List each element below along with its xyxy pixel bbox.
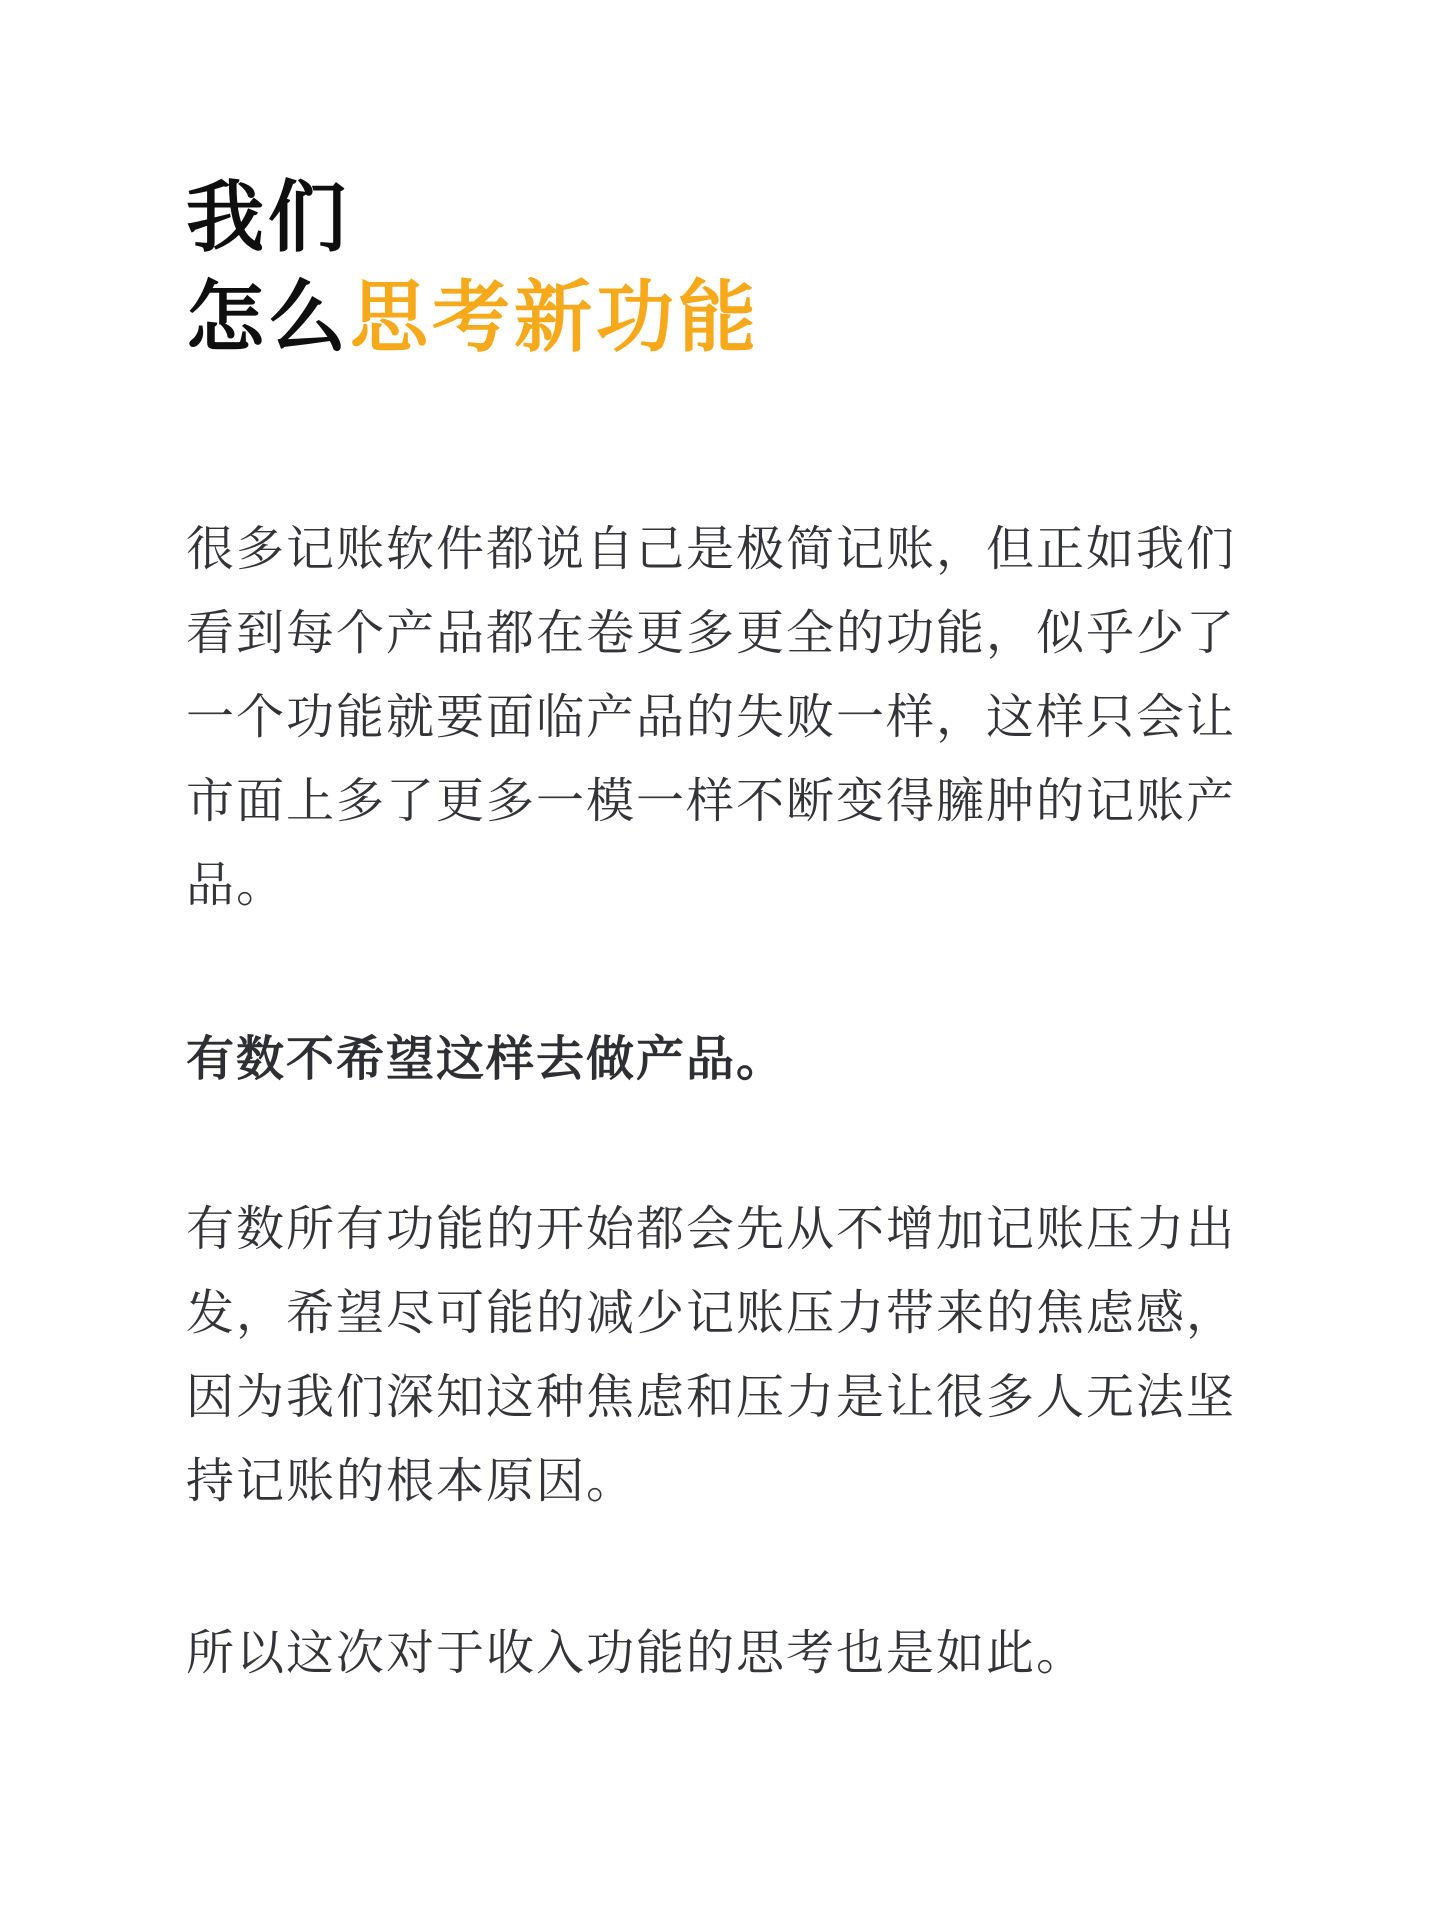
title-line-1: 我们 bbox=[186, 173, 351, 263]
title-highlight: 思考新功能 bbox=[350, 273, 761, 363]
paragraph-conclusion: 所以这次对于收入功能的思考也是如此。 bbox=[186, 1625, 1087, 1681]
title-line-2 bbox=[186, 268, 760, 368]
page-title bbox=[186, 168, 760, 368]
paragraph-statement: 有数不希望这样去做产品。 bbox=[186, 1031, 787, 1087]
paragraph-intro: 很多记账软件都说自己是极简记账，但正如我们看到每个产品都在卷更多更全的功能，似乎少了一个功能就要面临产品的失败一样，这样只会让市面上多了更多一模一样不断变得臃肿的记账产品。 bbox=[186, 521, 1237, 913]
paragraph-philosophy: 有数所有功能的开始都会先从不增加记账压力出发，希望尽可能的减少记账压力带来的焦虑感，因为我们深知这种焦虑和压力是让很多人无法坚持记账的根本原因。 bbox=[186, 1201, 1237, 1509]
title-line-2-prefix: 怎么 bbox=[186, 273, 351, 363]
